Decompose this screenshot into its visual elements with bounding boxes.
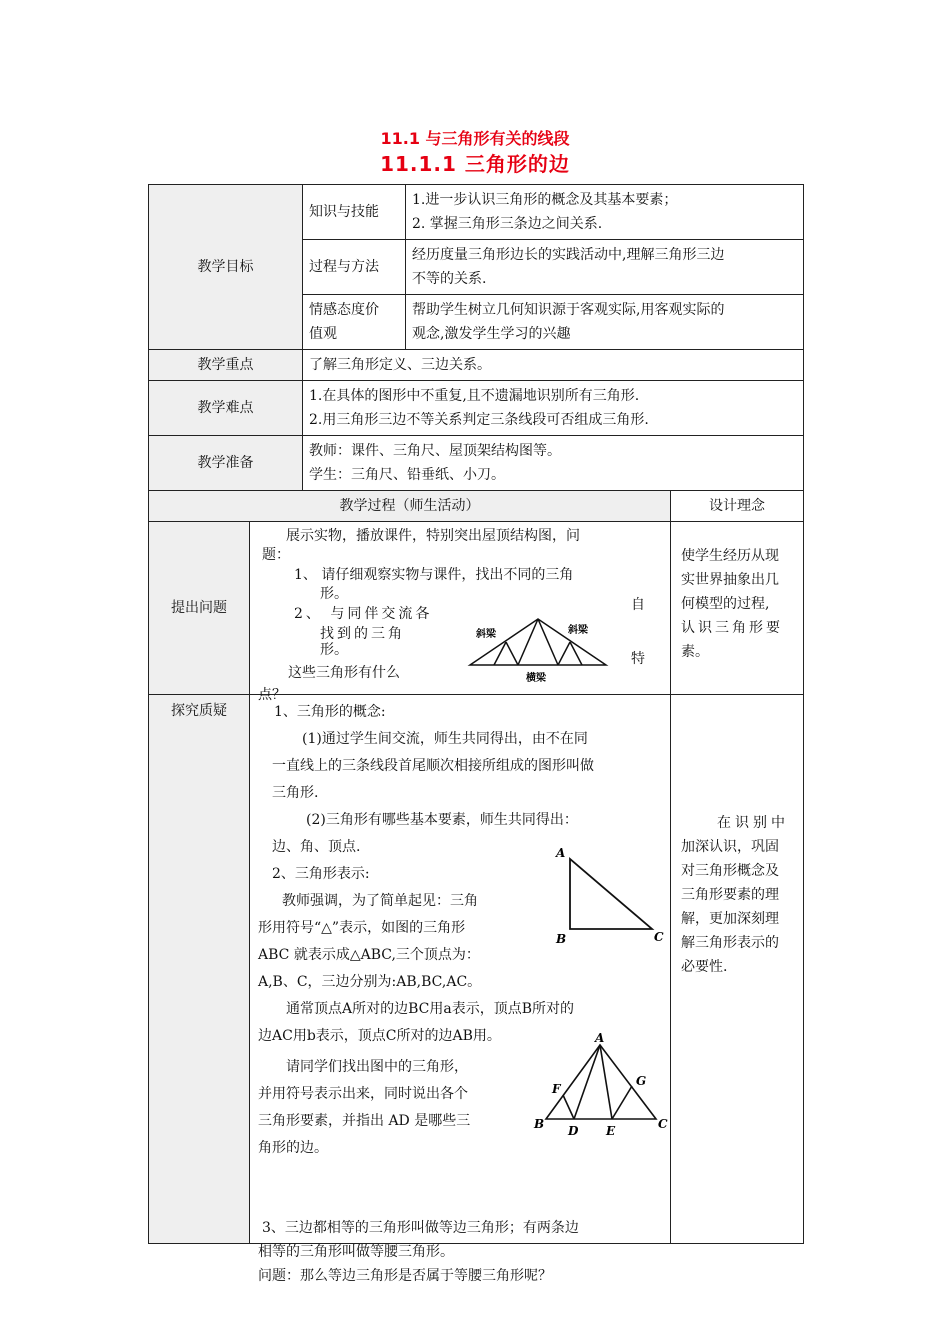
preparation-label: 教学准备 [149, 436, 303, 491]
vertex-label: F [552, 1082, 561, 1096]
concept-line: 何模型的过程, [681, 596, 770, 612]
question-line: 特 [631, 651, 645, 667]
explore-line: 边AC用b表示，顶点C所对的边AB用。 [258, 1028, 501, 1044]
roof-truss-figure [466, 615, 616, 687]
concept-line: 对三角形概念及 [681, 863, 779, 879]
objective-category: 过程与方法 [303, 240, 406, 295]
explore-line: 2、三角形表示: [272, 866, 370, 882]
preparation-line: 学生：三角尺、铅垂纸、小刀。 [309, 467, 505, 483]
preparation-content [303, 436, 804, 491]
explore-line: 请同学们找出图中的三角形， [286, 1059, 468, 1075]
explore-line: 通常顶点A所对的边BC用a表示，顶点B所对的 [286, 1001, 575, 1017]
explore-line: ABC 就表示成△ABC,三个顶点为： [258, 947, 480, 963]
objective-content [406, 185, 804, 240]
question-line: 展示实物，播放课件，特别突出屋顶结构图，问 [286, 528, 580, 544]
beam-label: 斜梁 [568, 625, 588, 636]
section-title: 11.1 与三角形有关的线段 [380, 129, 570, 148]
lesson-plan-table [148, 184, 804, 1284]
difficulty-line: 2.用三角形三边不等关系判定三条线段可否组成三角形. [309, 412, 649, 428]
explore-concept [671, 695, 804, 1244]
concept-line: 使学生经历从现 [681, 548, 779, 564]
objective-line: 1.进一步认识三角形的概念及其基本要素； [412, 192, 678, 208]
objective-line: 2. 掌握三角形三条边之间关系. [412, 216, 603, 232]
objective-line: 观念,激发学生学习的兴趣 [412, 326, 571, 342]
explore-line: A,B、C，三边分别为:AB,BC,AC。 [258, 974, 482, 990]
objective-line: 经历度量三角形边长的实践活动中,理解三角形三边 [412, 247, 725, 263]
vertex-label: C [654, 930, 664, 944]
objective-line: 帮助学生树立几何知识源于客观实际,用客观实际的 [412, 302, 725, 318]
explore-line: 并用符号表示出来，同时说出各个 [258, 1086, 468, 1102]
objective-category [303, 295, 406, 350]
preparation-line: 教师：课件、三角尺、屋顶架结构图等。 [309, 443, 561, 459]
concept-line: 素。 [681, 644, 709, 660]
objective-content [406, 295, 804, 350]
objective-category: 知识与技能 [303, 185, 406, 240]
objective-line: 不等的关系. [412, 271, 487, 287]
objectives-label: 教学目标 [149, 185, 303, 350]
explore-line: 一直线上的三条线段首尾顺次相接所组成的图形叫做 [272, 758, 594, 774]
explore-line: 3、三边都相等的三角形叫做等边三角形；有两条边 [262, 1220, 579, 1236]
vertex-label: D [568, 1124, 579, 1138]
vertex-label: A [595, 1031, 605, 1045]
difficulties-content [303, 381, 804, 436]
question-line: 形。 [320, 586, 348, 602]
raise-question-content [250, 522, 671, 703]
question-line: 这些三角形有什么 [288, 665, 400, 681]
triangle-subdivided-figure [532, 1031, 672, 1139]
triangle-abc-figure [550, 845, 668, 945]
explore-line: 边、角、顶点. [272, 839, 361, 855]
question-line: 1、 请仔细观察实物与课件，找出不同的三角 [294, 567, 574, 583]
concept-line: 加深认识，巩固 [681, 839, 779, 855]
question-line: 找到的三角 [320, 626, 405, 642]
explore-line: (2)三角形有哪些基本要素，师生共同得出： [306, 812, 578, 828]
raise-question-label: 提出问题 [149, 522, 250, 695]
beam-label: 斜梁 [476, 629, 496, 640]
explore-line: 形用符号“△”表示，如图的三角形 [258, 920, 466, 936]
question-line: 2、 与同伴交流各 [294, 606, 433, 622]
concept-line: 在识别中 [717, 815, 789, 831]
objective-category-line: 值观 [309, 326, 337, 342]
explore-line: 教师强调，为了简单起见：三角 [282, 893, 478, 909]
concept-header: 设计理念 [671, 491, 804, 522]
concept-line: 认识三角形要 [681, 620, 783, 636]
question-line: 题： [262, 547, 290, 563]
vertex-label: G [636, 1074, 647, 1088]
question-line: 点？ [258, 687, 286, 703]
concept-line: 必要性. [681, 959, 728, 975]
difficulty-line: 1.在具体的图形中不重复,且不遗漏地识别所有三角形. [309, 388, 640, 404]
explore-line: 1、三角形的概念: [274, 704, 386, 720]
concept-line: 实世界抽象出几 [681, 572, 779, 588]
explore-line: 三角形要素，并指出 AD 是哪些三 [258, 1113, 471, 1129]
beam-label: 横梁 [526, 673, 546, 684]
explore-line: (1)通过学生间交流，师生共同得出，由不在同 [302, 731, 588, 747]
explore-line: 三角形. [272, 785, 319, 801]
key-points-label: 教学重点 [149, 350, 303, 381]
question-line: 形。 [320, 642, 348, 658]
question-line: 自 [631, 597, 645, 613]
raise-question-concept [671, 522, 804, 695]
vertex-label: A [556, 846, 566, 860]
explore-line: 角形的边。 [258, 1140, 328, 1156]
explore-content [250, 695, 671, 1284]
difficulties-label: 教学难点 [149, 381, 303, 436]
objective-category-line: 情感态度价 [309, 302, 379, 318]
explore-line: 问题：那么等边三角形是否属于等腰三角形呢？ [258, 1268, 552, 1284]
subsection-title: 11.1.1 三角形的边 [380, 152, 570, 176]
vertex-label: C [658, 1117, 668, 1131]
explore-line: 相等的三角形叫做等腰三角形。 [258, 1244, 454, 1260]
concept-line: 解，更加深刻理 [681, 911, 779, 927]
vertex-label: B [534, 1117, 545, 1131]
vertex-label: B [556, 932, 567, 945]
key-points-content: 了解三角形定义、三边关系。 [303, 350, 804, 381]
process-header: 教学过程（师生活动） [149, 491, 671, 522]
objective-content [406, 240, 804, 295]
vertex-label: E [606, 1124, 616, 1138]
concept-line: 解三角形表示的 [681, 935, 779, 951]
explore-label: 探究质疑 [149, 695, 250, 1244]
concept-line: 三角形要素的理 [681, 887, 779, 903]
